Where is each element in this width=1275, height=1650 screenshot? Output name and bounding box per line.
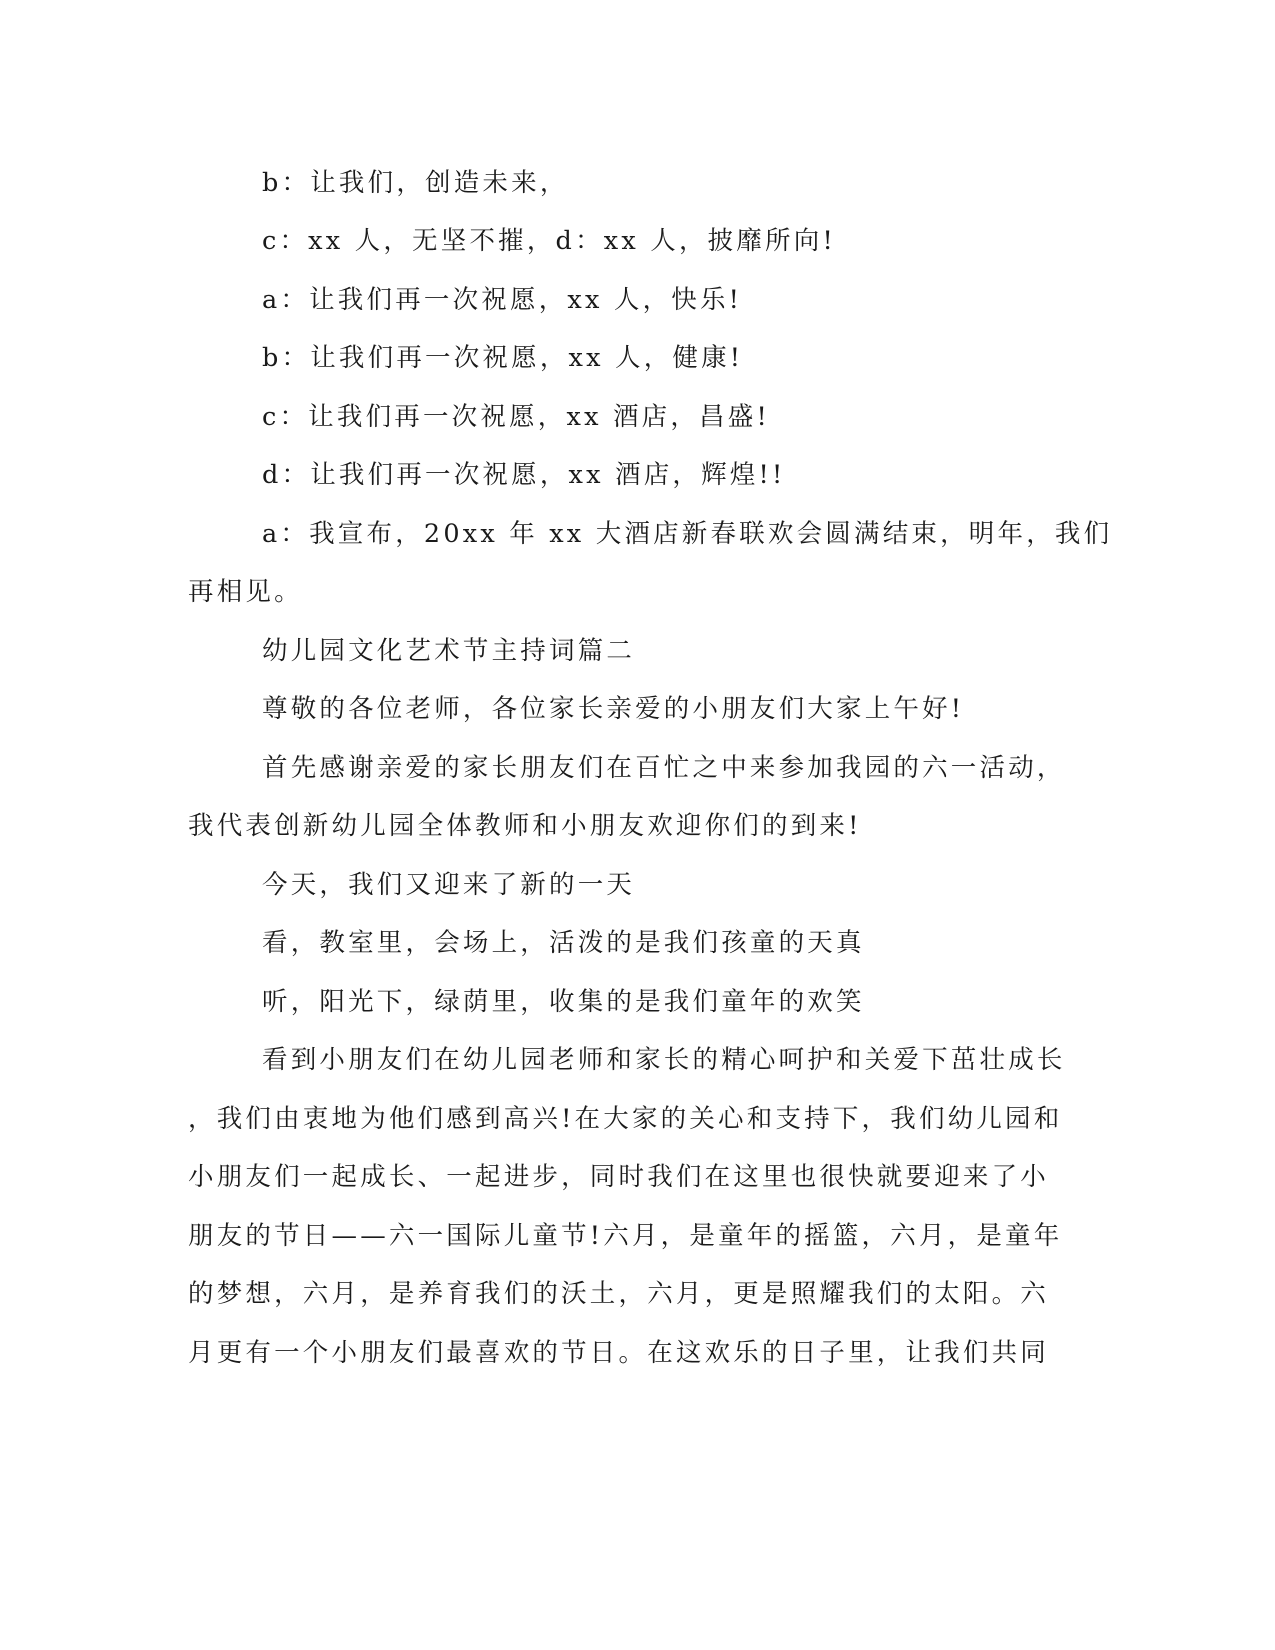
poem-line-1: 今天，我们又迎来了新的一天 [262, 870, 636, 900]
body-paragraph-line-3: 小朋友们一起成长、一起进步，同时我们在这里也很快就要迎来了小 [188, 1162, 1050, 1192]
greeting-line: 尊敬的各位老师，各位家长亲爱的小朋友们大家上午好! [262, 694, 965, 724]
poem-line-2: 看，教室里，会场上，活泼的是我们孩童的天真 [262, 928, 865, 958]
body-paragraph-line-1: 看到小朋友们在幼儿园老师和家长的精心呵护和关爱下茁壮成长 [262, 1045, 1066, 1075]
section-heading: 幼儿园文化艺术节主持词篇二 [262, 636, 636, 666]
dialogue-line-c-d: c：xx 人，无坚不摧，d：xx 人，披靡所向! [262, 226, 836, 256]
dialogue-line-d-2: d：让我们再一次祝愿，xx 酒店，辉煌!! [262, 460, 786, 490]
dialogue-line-a-1: a：让我们再一次祝愿，xx 人，快乐! [262, 285, 743, 315]
thanks-paragraph-cont: 我代表创新幼儿园全体教师和小朋友欢迎你们的到来! [188, 811, 862, 841]
closing-announcement-cont: 再相见。 [188, 577, 303, 607]
body-paragraph-line-2: ，我们由衷地为他们感到高兴!在大家的关心和支持下，我们幼儿园和 [188, 1104, 1063, 1134]
dialogue-line-b-1: b：让我们，创造未来， [262, 168, 569, 198]
poem-line-3: 听，阳光下，绿荫里，收集的是我们童年的欢笑 [262, 987, 865, 1017]
dialogue-line-b-2: b：让我们再一次祝愿，xx 人，健康! [262, 343, 744, 373]
thanks-paragraph: 首先感谢亲爱的家长朋友们在百忙之中来参加我园的六一活动， [262, 753, 1066, 783]
body-paragraph-line-4: 朋友的节日——六一国际儿童节!六月，是童年的摇篮，六月，是童年 [188, 1221, 1063, 1251]
closing-announcement: a：我宣布，20xx 年 xx 大酒店新春联欢会圆满结束，明年，我们 [262, 519, 1113, 549]
dialogue-line-c-2: c：让我们再一次祝愿，xx 酒店，昌盛! [262, 402, 770, 432]
body-paragraph-line-6: 月更有一个小朋友们最喜欢的节日。在这欢乐的日子里，让我们共同 [188, 1338, 1050, 1368]
body-paragraph-line-5: 的梦想，六月，是养育我们的沃土，六月，更是照耀我们的太阳。六 [188, 1279, 1050, 1309]
